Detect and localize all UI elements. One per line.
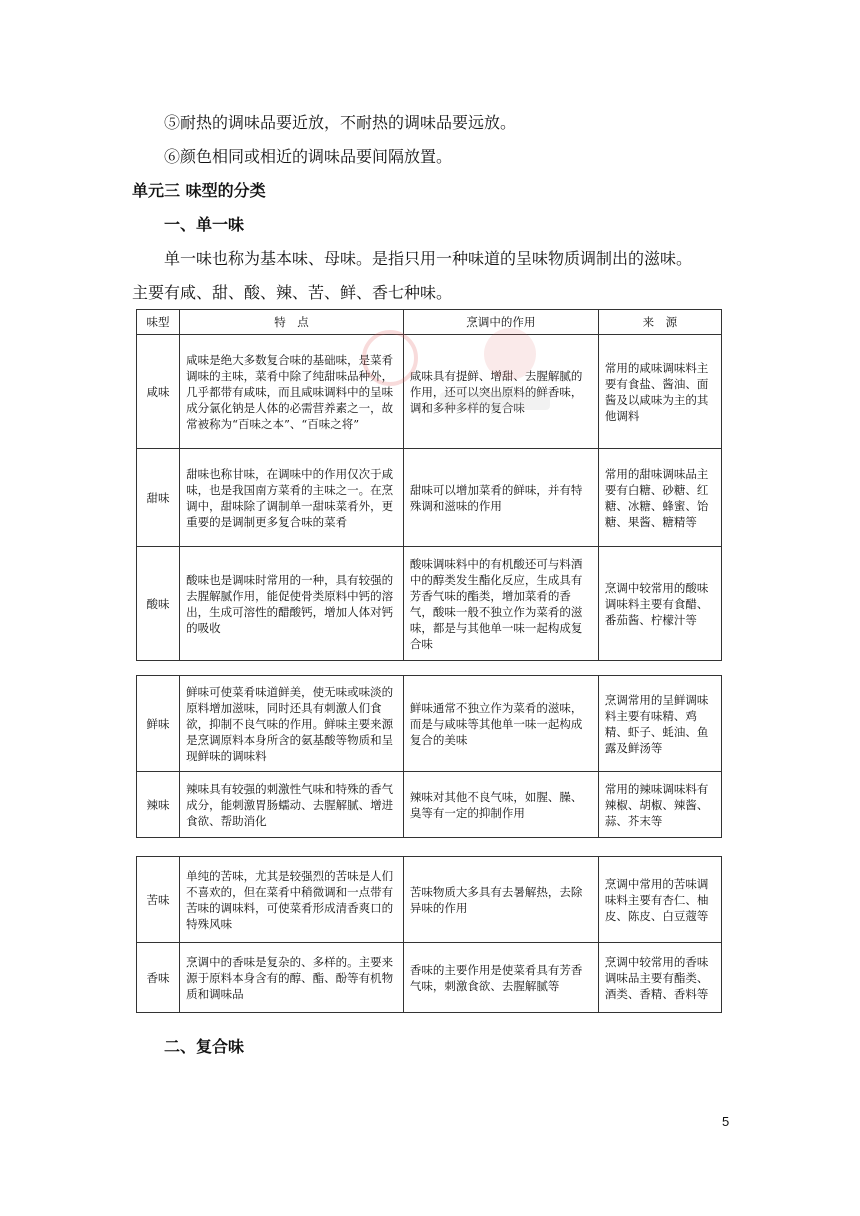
cell-feature: 单纯的苦味，尤其是较强烈的苦味是人们不喜欢的，但在菜肴中稍微调和一点带有苦味的调味料，可使菜肴形成清香爽口的特殊风味 — [180, 857, 404, 943]
table-row — [137, 676, 722, 772]
header-feature: 特 点 — [180, 310, 404, 335]
cell-source: 常用的咸味调味料主要有食盐、酱油、面酱及以咸味为主的其他调料 — [598, 335, 721, 449]
page-number: 5 — [722, 1114, 730, 1129]
cell-role: 咸味具有提鲜、增甜、去腥解腻的作用，还可以突出原料的鲜香味，调和多种多样的复合味 — [403, 335, 598, 449]
intro-line-1: ⑤耐热的调味品要近放，不耐热的调味品要远放。 — [164, 113, 517, 132]
cell-role: 鲜味通常不独立作为菜肴的滋味，而是与咸味等其他单一味一起构成复合的美味 — [403, 676, 598, 772]
cell-source: 常用的甜味调味品主要有白糖、砂糖、红糖、冰糖、蜂蜜、饴糖、果酱、糖精等 — [598, 449, 721, 547]
table-row — [137, 335, 722, 449]
intro-line-2: ⑥颜色相同或相近的调味品要间隔放置。 — [164, 147, 453, 166]
header-type: 味型 — [137, 310, 180, 335]
table-row — [137, 449, 722, 547]
cell-feature: 咸味是绝大多数复合味的基础味，是菜肴调味的主味，菜肴中除了纯甜味品种外，几乎都带有咸味，而且咸味调料中的呈味成分氯化钠是人体的必需营养素之一，故常被称为“百味之本”、“百味之将” — [180, 335, 404, 449]
table-row — [137, 857, 722, 943]
unit-title: 单元三 味型的分类 — [132, 181, 266, 200]
paragraph-line-1: 单一味也称为基本味、母味。是指只用一种味道的呈味物质调制出的滋味。 — [164, 249, 693, 268]
cell-feature: 酸味也是调味时常用的一种，具有较强的去腥解腻作用，能促使骨类原料中钙的溶出，生成可溶性的醋酸钙，增加人体对钙的吸收 — [180, 547, 404, 661]
cell-type: 香味 — [137, 943, 180, 1013]
cell-source: 烹调中较常用的酸味调味料主要有食醋、番茄酱、柠檬汁等 — [598, 547, 721, 661]
flavor-table-part-1 — [136, 309, 722, 661]
cell-type: 甜味 — [137, 449, 180, 547]
cell-role: 甜味可以增加菜肴的鲜味，并有特殊调和滋味的作用 — [403, 449, 598, 547]
header-source: 来 源 — [598, 310, 721, 335]
cell-role: 苦味物质大多具有去暑解热，去除异味的作用 — [403, 857, 598, 943]
table-header-row — [137, 310, 722, 335]
table-row — [137, 772, 722, 838]
cell-source: 烹调中较常用的香味调味品主要有酯类、酒类、香精、香料等 — [598, 943, 721, 1013]
cell-type: 鲜味 — [137, 676, 180, 772]
cell-feature: 烹调中的香味是复杂的、多样的。主要来源于原料本身含有的醇、酯、酚等有机物质和调味品 — [180, 943, 404, 1013]
section-heading-single: 一、单一味 — [164, 215, 245, 234]
table-row — [137, 943, 722, 1013]
cell-source: 常用的辣味调味料有辣椒、胡椒、辣酱、蒜、芥末等 — [598, 772, 721, 838]
header-role: 烹调中的作用 — [403, 310, 598, 335]
cell-role: 辣味对其他不良气味，如腥、臊、臭等有一定的抑制作用 — [403, 772, 598, 838]
cell-role: 香味的主要作用是使菜肴具有芳香气味，刺激食欲、去腥解腻等 — [403, 943, 598, 1013]
cell-source: 烹调中常用的苦味调味料主要有杏仁、柚皮、陈皮、白豆蔻等 — [598, 857, 721, 943]
cell-feature: 辣味具有较强的刺激性气味和特殊的香气成分，能刺激胃肠蠕动、去腥解腻、增进食欲、帮助消化 — [180, 772, 404, 838]
cell-type: 辣味 — [137, 772, 180, 838]
cell-type: 酸味 — [137, 547, 180, 661]
cell-feature: 甜味也称甘味，在调味中的作用仅次于咸味，也是我国南方菜肴的主味之一。在烹调中，甜味除了调制单一甜味菜肴外，更重要的是调制更多复合味的菜肴 — [180, 449, 404, 547]
table-row — [137, 547, 722, 661]
paragraph-line-2: 主要有咸、甜、酸、辣、苦、鲜、香七种味。 — [132, 283, 453, 302]
cell-feature: 鲜味可使菜肴味道鲜美，使无味或味淡的原料增加滋味，同时还具有刺激人们食欲，抑制不良气味的作用。鲜味主要来源是烹调原料本身所含的氨基酸等物质和呈现鲜味的调味料 — [180, 676, 404, 772]
flavor-table-part-3 — [136, 856, 722, 1013]
section-heading-compound: 二、复合味 — [164, 1037, 245, 1056]
flavor-table-part-2 — [136, 675, 722, 838]
cell-type: 咸味 — [137, 335, 180, 449]
cell-source: 烹调常用的呈鲜调味料主要有味精、鸡精、虾子、蚝油、鱼露及鲜汤等 — [598, 676, 721, 772]
cell-role: 酸味调味料中的有机酸还可与料酒中的醇类发生酯化反应，生成具有芳香气味的酯类，增加菜肴的香气，酸味一般不独立作为菜肴的滋味，都是与其他单一味一起构成复合味 — [403, 547, 598, 661]
cell-type: 苦味 — [137, 857, 180, 943]
